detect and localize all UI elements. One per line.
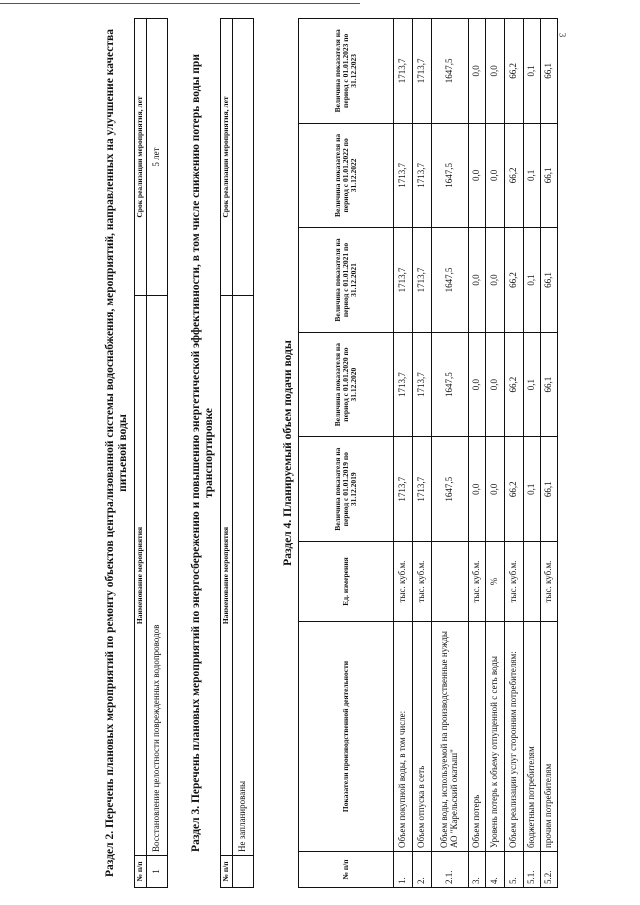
section-2-table — [134, 18, 167, 888]
cell-value: 0,1 — [524, 123, 541, 228]
cell-value: 1713,7 — [413, 332, 432, 437]
header-unit: Ед. измерения — [299, 542, 394, 622]
table-header-row — [221, 19, 232, 888]
cell-value: 1713,7 — [394, 332, 413, 437]
cell-indicator: Уровень потерь к объему отпущенной с сеть воды — [486, 622, 505, 852]
cell-value: 0,0 — [469, 437, 486, 542]
cell-value: 1713,7 — [413, 123, 432, 228]
rotated-page — [100, 18, 620, 888]
cell-value: 0,0 — [486, 228, 505, 333]
cell-num: 5.2. — [541, 852, 558, 888]
header-name: Наименование мероприятия — [221, 296, 232, 856]
cell-value: 66,2 — [505, 437, 524, 542]
header-name: Наименование мероприятия — [135, 296, 146, 856]
cell-unit: тыс. куб.м. — [505, 542, 524, 622]
cell-indicator: Объем отпуска в сеть — [413, 622, 432, 852]
cell-value: 1713,7 — [413, 19, 432, 124]
cell-unit: тыс. куб.м. — [394, 542, 413, 622]
header-num: № п/п — [135, 856, 146, 888]
section-2 — [104, 18, 168, 888]
cell-unit: тыс. куб.м. — [413, 542, 432, 622]
cell-value: 66,1 — [541, 19, 558, 124]
cell-value: 66,1 — [541, 228, 558, 333]
header-period-2020: Величина показателя на период с 01.01.2020 по 31.12.2020 — [299, 332, 394, 437]
cell-indicator: Объем покупной воды, в том числе: — [394, 622, 413, 852]
cell-num: 1 — [146, 856, 167, 888]
cell-value: 0,0 — [469, 123, 486, 228]
table-row — [505, 19, 524, 888]
header-period-2022: Величина показателя на период с 01.01.2022 по 31.12.2022 — [299, 123, 394, 228]
cell-unit: % — [486, 542, 505, 622]
cell-term — [232, 19, 253, 296]
table-header-row — [135, 19, 146, 888]
cell-name: Не запланированы — [232, 296, 253, 856]
cell-indicator: Объем реализации услуг сторонним потребителям: — [505, 622, 524, 852]
section-3-table — [220, 18, 253, 888]
header-term: Срок реализации мероприятия, лет — [221, 19, 232, 296]
cell-num: 3. — [469, 852, 486, 888]
cell-value: 1713,7 — [394, 228, 413, 333]
cell-num: 5.1. — [524, 852, 541, 888]
table-row — [413, 19, 432, 888]
cell-name: Восстановление целостности поврежденных водопроводов — [146, 296, 167, 856]
cell-value: 0,1 — [524, 437, 541, 542]
cell-unit: тыс. куб.м. — [469, 542, 486, 622]
cell-indicator: прочим потребителям — [541, 622, 558, 852]
cell-unit — [524, 542, 541, 622]
header-num: № п/п — [221, 856, 232, 888]
cell-num: 2.1. — [432, 852, 469, 888]
cell-value: 1647,5 — [432, 228, 469, 333]
section-4 — [282, 18, 558, 888]
cell-value: 66,2 — [505, 228, 524, 333]
cell-value: 1713,7 — [413, 437, 432, 542]
table-row — [394, 19, 413, 888]
cell-num: 2. — [413, 852, 432, 888]
cell-indicator: Объем потерь — [469, 622, 486, 852]
header-period-2023: Величина показателя на период с 01.01.2023 по 31.12.2023 — [299, 19, 394, 124]
cell-value: 0,1 — [524, 332, 541, 437]
cell-term: 5 лет — [146, 19, 167, 296]
cell-value: 0,0 — [469, 19, 486, 124]
cell-value: 1713,7 — [394, 123, 413, 228]
cell-value: 1647,5 — [432, 19, 469, 124]
cell-value: 0,0 — [469, 228, 486, 333]
section-3 — [190, 18, 254, 888]
header-period-2019: Величина показателя на период с 01.01.2019 по 31.12.2019 — [299, 437, 394, 542]
cell-value: 1647,5 — [432, 332, 469, 437]
cell-value: 66,1 — [541, 123, 558, 228]
header-term: Срок реализации мероприятия, лет — [135, 19, 146, 296]
cell-num: 5. — [505, 852, 524, 888]
cell-value: 0,0 — [469, 332, 486, 437]
table-row — [486, 19, 505, 888]
cell-value: 1713,7 — [413, 228, 432, 333]
table-row — [541, 19, 558, 888]
table-row — [432, 19, 469, 888]
cell-unit — [432, 542, 469, 622]
section-4-title: Раздел 4. Планируемый объем подачи воды — [282, 340, 294, 566]
cell-unit: тыс. куб.м. — [541, 542, 558, 622]
cell-value: 66,2 — [505, 123, 524, 228]
cell-num: 1. — [394, 852, 413, 888]
table-header-row — [299, 19, 394, 888]
section-4-body — [394, 19, 558, 888]
scan-edge-line — [0, 3, 360, 4]
section-2-title: Раздел 2. Перечень плановых мероприятий по ремонту объектов централизованной системы водоснабжения, мероприятий, направленных на улучшение качества питьевой воды — [104, 29, 130, 877]
cell-value: 66,2 — [505, 332, 524, 437]
cell-value: 1647,5 — [432, 123, 469, 228]
cell-num: 4. — [486, 852, 505, 888]
header-period-2021: Величина показателя на период с 01.01.2021 по 31.12.2021 — [299, 228, 394, 333]
cell-value: 0,0 — [486, 332, 505, 437]
cell-value: 1713,7 — [394, 437, 413, 542]
cell-value: 0,1 — [524, 19, 541, 124]
header-indicator: Показатели производственной деятельности — [299, 622, 394, 852]
cell-value: 0,0 — [486, 437, 505, 542]
table-row — [146, 19, 167, 888]
cell-indicator: Объем воды, используемой на производственные нужды АО "Карельский окатыш" — [432, 622, 469, 852]
header-num: № п/п — [299, 852, 394, 888]
page-number: 3 — [557, 32, 568, 38]
table-row — [469, 19, 486, 888]
cell-value: 66,1 — [541, 437, 558, 542]
cell-indicator: бюджетным потребителям — [524, 622, 541, 852]
table-row — [524, 19, 541, 888]
cell-num — [232, 856, 253, 888]
cell-value: 0,0 — [486, 123, 505, 228]
cell-value: 0,1 — [524, 228, 541, 333]
cell-value: 66,1 — [541, 332, 558, 437]
section-3-title: Раздел 3. Перечень плановых мероприятий по энергосбережению и повышению энергетической эффективности, в том числе снижению потерь воды при транспортировке — [190, 54, 216, 852]
cell-value: 1713,7 — [394, 19, 413, 124]
cell-value: 0,0 — [486, 19, 505, 124]
cell-value: 1647,5 — [432, 437, 469, 542]
table-row — [232, 19, 253, 888]
cell-value: 66,2 — [505, 19, 524, 124]
section-4-table — [298, 18, 558, 888]
